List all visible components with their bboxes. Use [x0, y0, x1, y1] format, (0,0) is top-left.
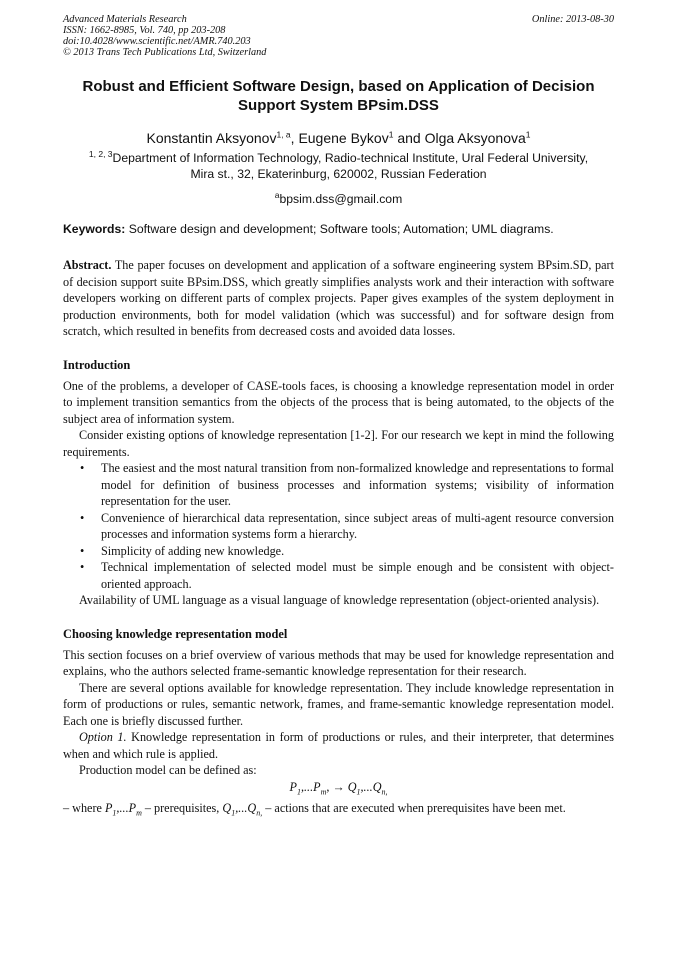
journal-copyright: © 2013 Trans Tech Publications Ltd, Switzerland — [63, 47, 267, 58]
production-formula: $P_1,...P_m$, → $Q_1,...Q_{n,}$ — [289, 779, 388, 796]
paragraph-option-1 — [63, 729, 614, 762]
list-item: • Technical implementation of selected model must be simple enough and be consistent with object-oriented approach. — [101, 559, 614, 592]
keywords — [63, 221, 614, 237]
paragraph: Availability of UML language as a visual language of knowledge representation (object-oriented analysis). — [79, 593, 600, 607]
formula-arrow: , → — [326, 779, 348, 794]
section-heading-knowledge-model: Choosing knowledge representation model — [63, 626, 288, 641]
paper-title: Robust and Efficient Software Design, based on Application of Decision Support System BPsim.DSS — [82, 78, 595, 114]
paper-page — [63, 14, 614, 822]
author-affil-mark: 1, a — [276, 129, 291, 140]
option-label: Option 1. — [79, 730, 127, 744]
keywords-label: Keywords: — [63, 222, 126, 236]
abstract-text: The paper focuses on development and application of a software engineering system BPsim.SD, part of decision support suite BPsim.DSS, which greatly simplifies analysts work and their interaction with software developers working on different parts of complex projects. Paper gives examples of the system deployment in production environments, both for model validation (which was successful) and for software design from scratch, which resulted in benefits from decreased costs and avoided data losses. — [63, 258, 614, 338]
online-date: Online: 2013-08-30 — [531, 14, 614, 25]
requirements-list — [63, 460, 614, 592]
paragraph: Production model can be defined as: — [79, 763, 257, 777]
paragraph: Consider existing options of knowledge representation [1-2]. For our research we kept in mind the following requirements. — [63, 428, 614, 459]
author-name: Eugene Bykov — [298, 130, 389, 146]
list-item: • The easiest and the most natural transition from non-formalized knowledge and representations to formal model for definition of business processes and information systems; visibility of information representation for the user. — [101, 460, 614, 510]
list-item: • Convenience of hierarchical data representation, since subject areas of multi-agent resource conversion processes and information systems form a hierarchy. — [101, 510, 614, 543]
author-separator: , — [290, 130, 299, 146]
journal-info — [63, 14, 266, 58]
paragraph: There are several options available for knowledge representation. They include knowledge representation in form of productions or rules, semantic network, frames, and frame-semantic knowledge representation model. Each one is briefly discussed further. — [63, 680, 614, 728]
abstract-label: Abstract. — [63, 258, 112, 272]
affiliation-line: Department of Information Technology, Radio-technical Institute, Ural Federal University, — [112, 151, 589, 165]
paragraph: This section focuses on a brief overview of various methods that may be used for knowledge representation and explains, who the authors selected frame-semantic knowledge representation for their research. — [63, 647, 614, 678]
affiliation-line: Mira st., 32, Ekaterinburg, 620002, Russian Federation — [190, 167, 487, 181]
abstract — [63, 257, 614, 340]
author-name: Konstantin Aksyonov — [146, 130, 277, 146]
journal-doi[interactable]: doi:10.4028/www.scientific.net/AMR.740.203 — [63, 36, 251, 47]
author-affil-mark: 1 — [525, 129, 531, 140]
journal-name: Advanced Materials Research — [63, 14, 187, 25]
affiliation — [63, 150, 614, 182]
option-text: Knowledge representation in form of productions or rules, and their interpreter, that determines when and which rule is applied. — [63, 730, 614, 761]
email-mark: a — [274, 189, 280, 200]
journal-header — [63, 14, 614, 58]
paragraph: One of the problems, a developer of CASE-tools faces, is choosing a knowledge representation model in order to implement transition semantics from the objects of the process that is being automated, to the objects of the subject area of information system. — [63, 378, 614, 426]
formula-explanation: – where $P_1,...P_m$ – prerequisites, $Q_1,...Q_{n,}$ – actions that are executed when prerequisites have been met. — [63, 801, 566, 818]
keywords-text: Software design and development; Software tools; Automation; UML diagrams. — [125, 222, 554, 236]
affiliation-mark: 1, 2, 3 — [88, 148, 113, 159]
author-name: Olga Aksyonova — [424, 130, 526, 146]
author-affil-mark: 1 — [388, 129, 394, 140]
section-heading-introduction: Introduction — [63, 357, 131, 372]
email-address[interactable]: bpsim.dss@gmail.com — [279, 192, 403, 206]
author-list — [63, 129, 614, 147]
author-separator: and — [393, 130, 425, 146]
list-item: • Simplicity of adding new knowledge. — [101, 543, 614, 560]
contact-email — [63, 191, 614, 207]
journal-issn: ISSN: 1662-8985, Vol. 740, pp 203-208 — [63, 25, 226, 36]
